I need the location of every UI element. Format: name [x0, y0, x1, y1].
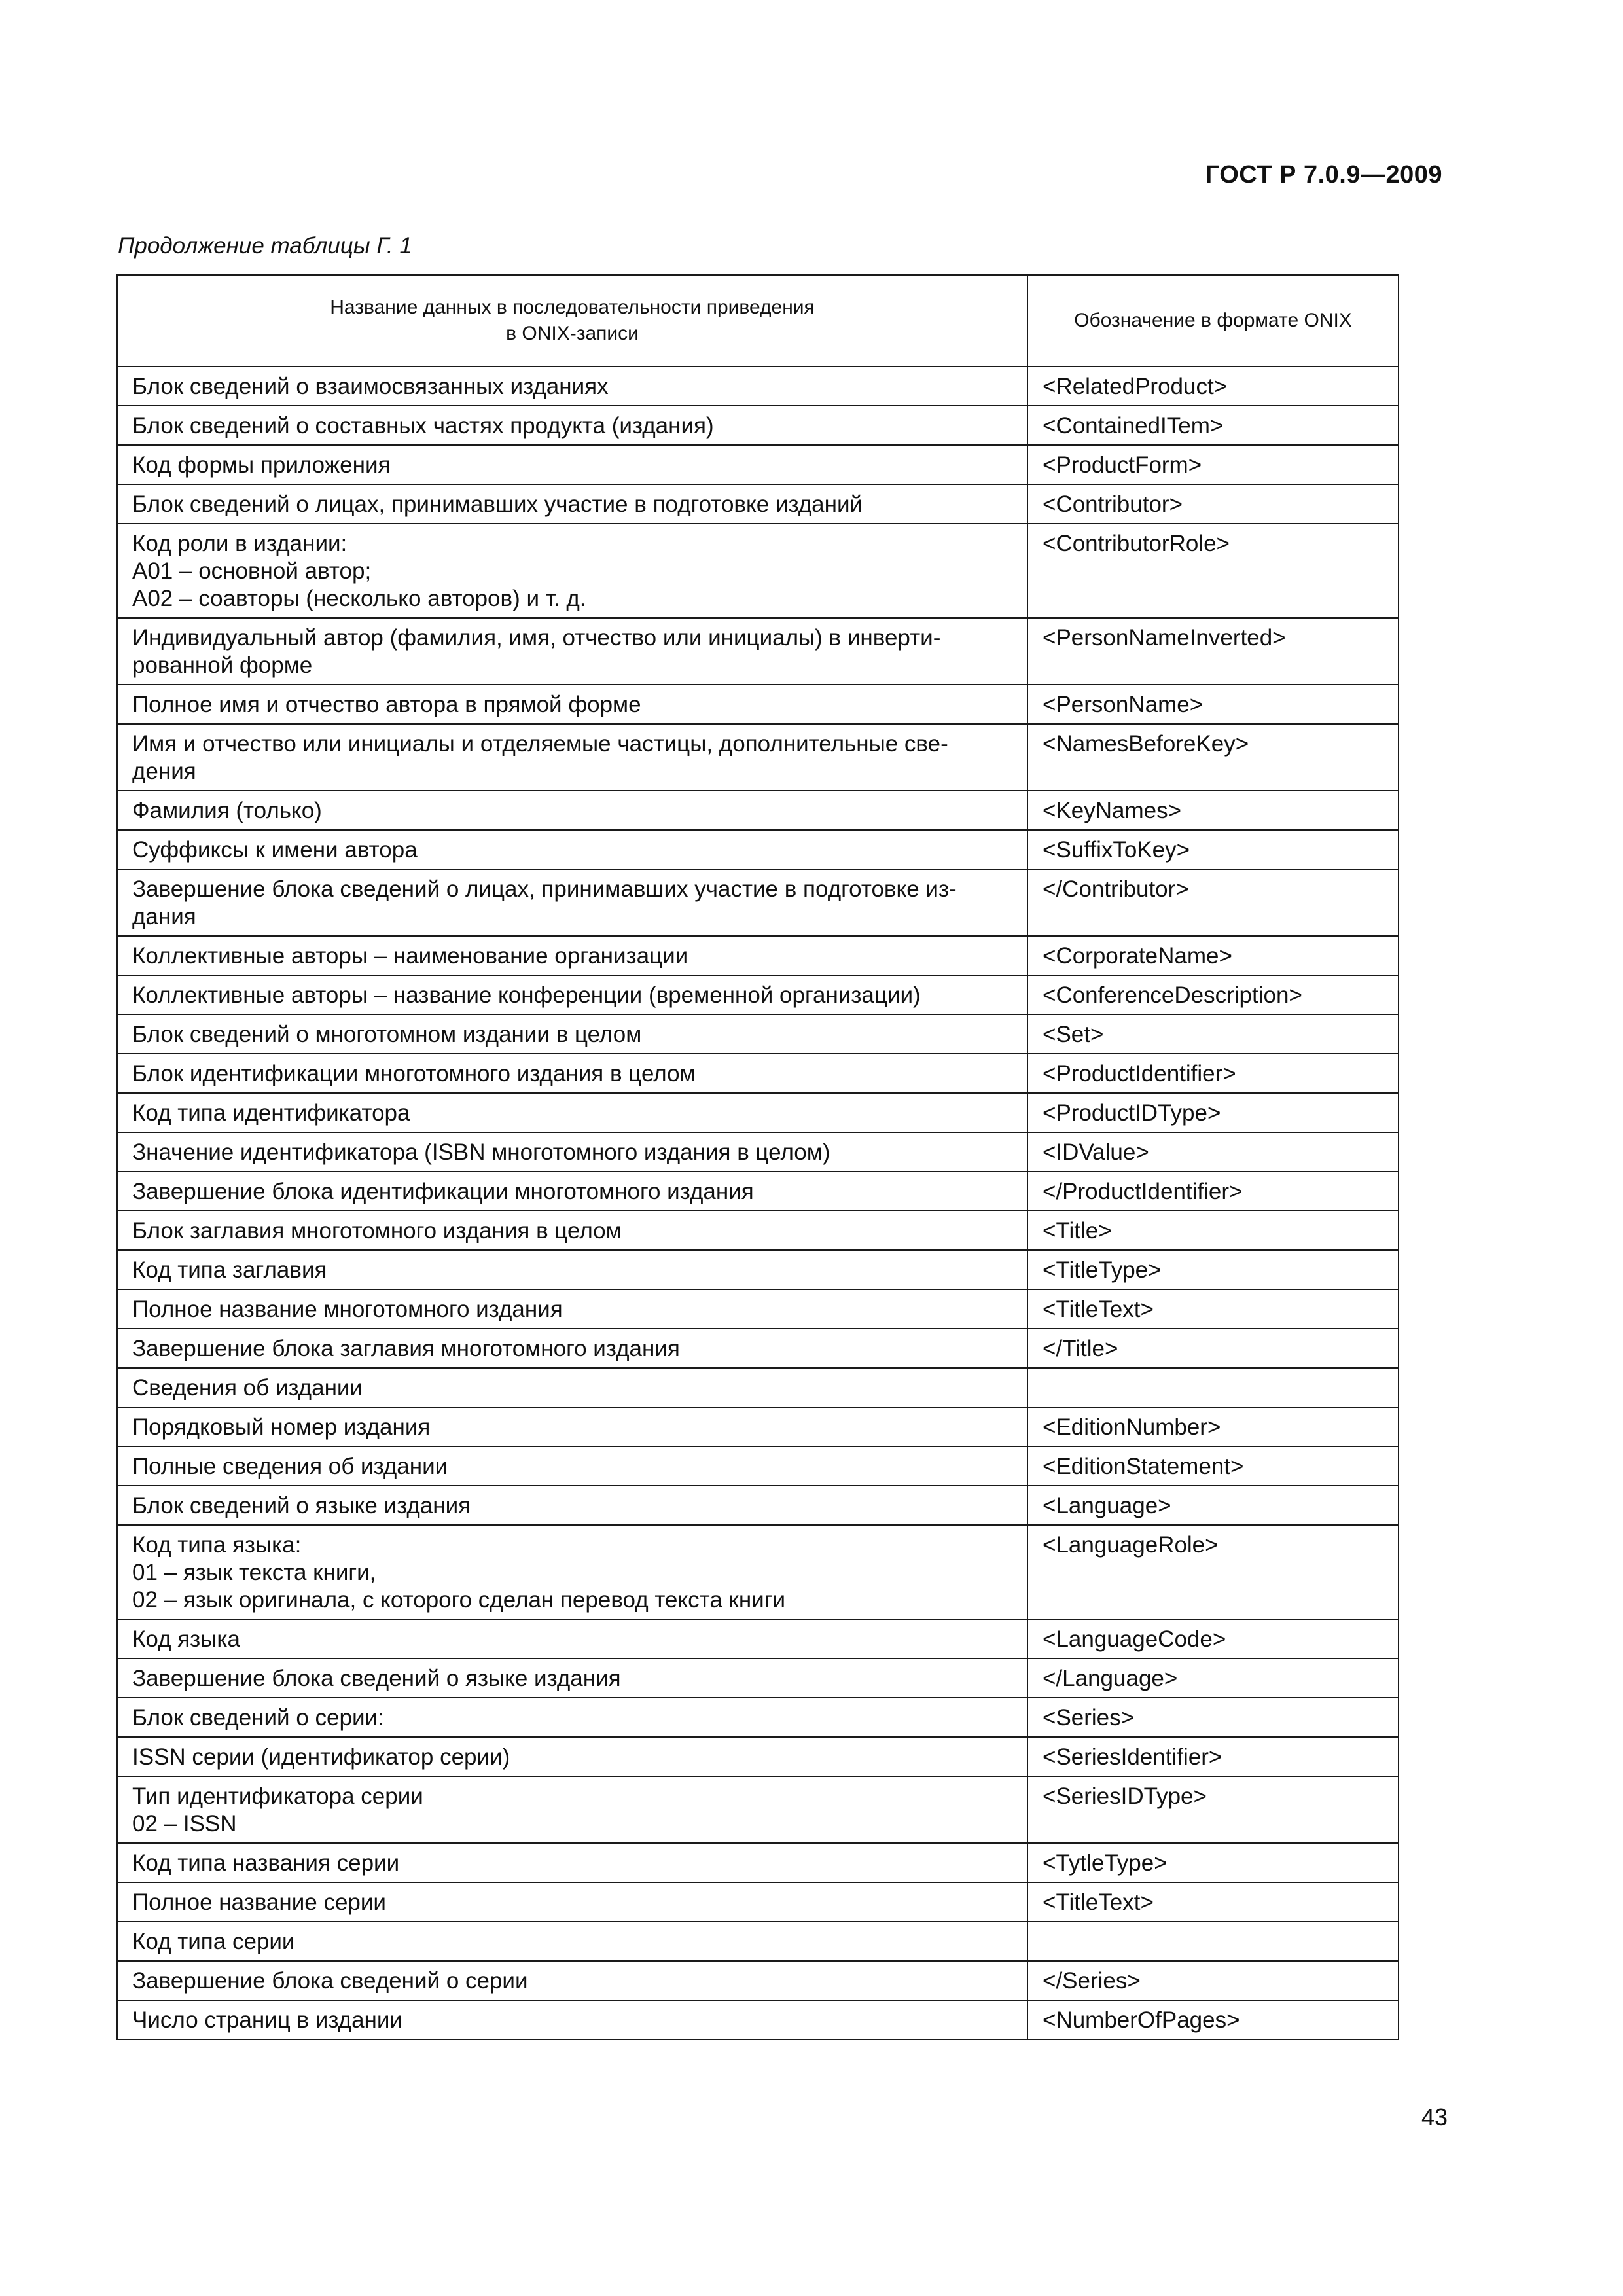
data-name-cell: Код типа идентификатора [117, 1093, 1027, 1132]
onix-tag-cell: <Series> [1027, 1698, 1399, 1737]
column-header-data-name: Название данных в последовательности приведения в ONIX-записи [117, 275, 1027, 367]
table-row [117, 936, 1399, 975]
table-header-row [117, 275, 1399, 367]
onix-tag-cell [1027, 1368, 1399, 1407]
data-name-cell: Полные сведения об издании [117, 1446, 1027, 1486]
table-row [117, 975, 1399, 1014]
data-name-cell: Число страниц в издании [117, 2000, 1027, 2039]
onix-tag-cell: <SeriesIDType> [1027, 1776, 1399, 1843]
data-name-cell: Код роли в издании: A01 – основной автор; A02 – соавторы (несколько авторов) и т. д. [117, 524, 1027, 618]
table-row [117, 1922, 1399, 1961]
onix-tag-cell: <EditionStatement> [1027, 1446, 1399, 1486]
table-row [117, 1698, 1399, 1737]
data-name-cell: ISSN серии (идентификатор серии) [117, 1737, 1027, 1776]
page-number: 43 [1421, 2104, 1448, 2130]
data-name-cell: Код типа заглавия [117, 1250, 1027, 1289]
data-name-cell: Тип идентификатора серии 02 – ISSN [117, 1776, 1027, 1843]
table-row [117, 1525, 1399, 1619]
column-header-onix-tag: Обозначение в формате ONIX [1027, 275, 1399, 367]
data-name-cell: Порядковый номер издания [117, 1407, 1027, 1446]
onix-tag-cell: <ContainedITem> [1027, 406, 1399, 445]
table-row [117, 830, 1399, 869]
table-row [117, 1093, 1399, 1132]
data-name-cell: Блок сведений о лицах, принимавших участие в подготовке изданий [117, 484, 1027, 524]
table-row [117, 1659, 1399, 1698]
table-row [117, 1014, 1399, 1054]
onix-tag-cell: <Language> [1027, 1486, 1399, 1525]
table-row [117, 1737, 1399, 1776]
table-row [117, 524, 1399, 618]
table-row [117, 618, 1399, 685]
onix-tag-cell: <PersonNameInverted> [1027, 618, 1399, 685]
onix-tag-cell: <ConferenceDescription> [1027, 975, 1399, 1014]
table-row [117, 1132, 1399, 1172]
onix-tag-cell: <Title> [1027, 1211, 1399, 1250]
onix-tag-cell: <Set> [1027, 1014, 1399, 1054]
onix-tag-cell: <LanguageCode> [1027, 1619, 1399, 1659]
data-name-cell: Коллективные авторы – наименование организации [117, 936, 1027, 975]
table-row [117, 1407, 1399, 1446]
onix-tag-cell: <RelatedProduct> [1027, 367, 1399, 406]
onix-tag-cell: <CorporateName> [1027, 936, 1399, 975]
table-body [117, 367, 1399, 2039]
onix-tag-cell: <IDValue> [1027, 1132, 1399, 1172]
data-name-cell: Блок сведений о взаимосвязанных изданиях [117, 367, 1027, 406]
onix-tag-cell: <TitleText> [1027, 1289, 1399, 1329]
data-name-cell: Завершение блока идентификации многотомного издания [117, 1172, 1027, 1211]
data-name-cell: Завершение блока сведений о лицах, принимавших участие в подготовке из- дания [117, 869, 1027, 936]
table-row [117, 1776, 1399, 1843]
onix-tag-cell: <SuffixToKey> [1027, 830, 1399, 869]
onix-tag-cell: </Language> [1027, 1659, 1399, 1698]
data-name-cell: Блок заглавия многотомного издания в целом [117, 1211, 1027, 1250]
onix-tag-cell [1027, 1922, 1399, 1961]
onix-tag-cell: <PersonName> [1027, 685, 1399, 724]
onix-tag-cell: <TitleText> [1027, 1882, 1399, 1922]
onix-tag-cell: <EditionNumber> [1027, 1407, 1399, 1446]
onix-tag-cell: <ProductForm> [1027, 445, 1399, 484]
data-name-cell: Полное название многотомного издания [117, 1289, 1027, 1329]
table-row [117, 1882, 1399, 1922]
table-row [117, 1446, 1399, 1486]
table-row [117, 2000, 1399, 2039]
table-row [117, 1250, 1399, 1289]
table-row [117, 406, 1399, 445]
data-name-cell: Индивидуальный автор (фамилия, имя, отчество или инициалы) в инверти- рованной форме [117, 618, 1027, 685]
onix-tag-cell: <TitleType> [1027, 1250, 1399, 1289]
table-row [117, 724, 1399, 791]
table-row [117, 1368, 1399, 1407]
onix-tag-cell: <Contributor> [1027, 484, 1399, 524]
data-name-cell: Фамилия (только) [117, 791, 1027, 830]
document-code: ГОСТ Р 7.0.9—2009 [1205, 161, 1442, 188]
data-name-cell: Блок идентификации многотомного издания в целом [117, 1054, 1027, 1093]
table-row [117, 869, 1399, 936]
table-row [117, 685, 1399, 724]
onix-tag-cell: </Contributor> [1027, 869, 1399, 936]
data-name-cell: Код формы приложения [117, 445, 1027, 484]
table-row [117, 1619, 1399, 1659]
data-name-cell: Полное имя и отчество автора в прямой форме [117, 685, 1027, 724]
data-name-cell: Полное название серии [117, 1882, 1027, 1922]
table-row [117, 1329, 1399, 1368]
table-row [117, 1486, 1399, 1525]
table-row [117, 1289, 1399, 1329]
onix-tag-cell: <ProductIdentifier> [1027, 1054, 1399, 1093]
table-continuation-caption: Продолжение таблицы Г. 1 [118, 233, 412, 259]
data-name-cell: Коллективные авторы – название конференции (временной организации) [117, 975, 1027, 1014]
onix-tag-cell: <NumberOfPages> [1027, 2000, 1399, 2039]
onix-tag-cell: <NamesBeforeKey> [1027, 724, 1399, 791]
table-row [117, 445, 1399, 484]
data-name-cell: Завершение блока заглавия многотомного издания [117, 1329, 1027, 1368]
table-row [117, 1054, 1399, 1093]
table-row [117, 1211, 1399, 1250]
onix-tag-cell: </ProductIdentifier> [1027, 1172, 1399, 1211]
data-name-cell: Код языка [117, 1619, 1027, 1659]
table-row [117, 484, 1399, 524]
onix-tag-cell: </Series> [1027, 1961, 1399, 2000]
table-row [117, 1843, 1399, 1882]
table-row [117, 1961, 1399, 2000]
onix-tag-cell: <ContributorRole> [1027, 524, 1399, 618]
table-row [117, 1172, 1399, 1211]
onix-tag-cell: <LanguageRole> [1027, 1525, 1399, 1619]
data-name-cell: Блок сведений о многотомном издании в целом [117, 1014, 1027, 1054]
onix-tag-cell: <SeriesIdentifier> [1027, 1737, 1399, 1776]
data-name-cell: Имя и отчество или инициалы и отделяемые частицы, дополнительные све- дения [117, 724, 1027, 791]
data-name-cell: Завершение блока сведений о языке издания [117, 1659, 1027, 1698]
data-name-cell: Код типа языка: 01 – язык текста книги, 02 – язык оригинала, с которого сделан перевод текста книги [117, 1525, 1027, 1619]
data-name-cell: Сведения об издании [117, 1368, 1027, 1407]
data-name-cell: Завершение блока сведений о серии [117, 1961, 1027, 2000]
onix-tag-cell: <TytleType> [1027, 1843, 1399, 1882]
data-name-cell: Значение идентификатора (ISBN многотомного издания в целом) [117, 1132, 1027, 1172]
data-name-cell: Блок сведений о серии: [117, 1698, 1027, 1737]
onix-mapping-table [116, 274, 1399, 2040]
onix-tag-cell: <KeyNames> [1027, 791, 1399, 830]
data-name-cell: Блок сведений о составных частях продукта (издания) [117, 406, 1027, 445]
onix-tag-cell: <ProductIDType> [1027, 1093, 1399, 1132]
onix-tag-cell: </Title> [1027, 1329, 1399, 1368]
data-name-cell: Код типа названия серии [117, 1843, 1027, 1882]
data-name-cell: Блок сведений о языке издания [117, 1486, 1027, 1525]
data-name-cell: Код типа серии [117, 1922, 1027, 1961]
table-row [117, 791, 1399, 830]
table-row [117, 367, 1399, 406]
data-name-cell: Суффиксы к имени автора [117, 830, 1027, 869]
